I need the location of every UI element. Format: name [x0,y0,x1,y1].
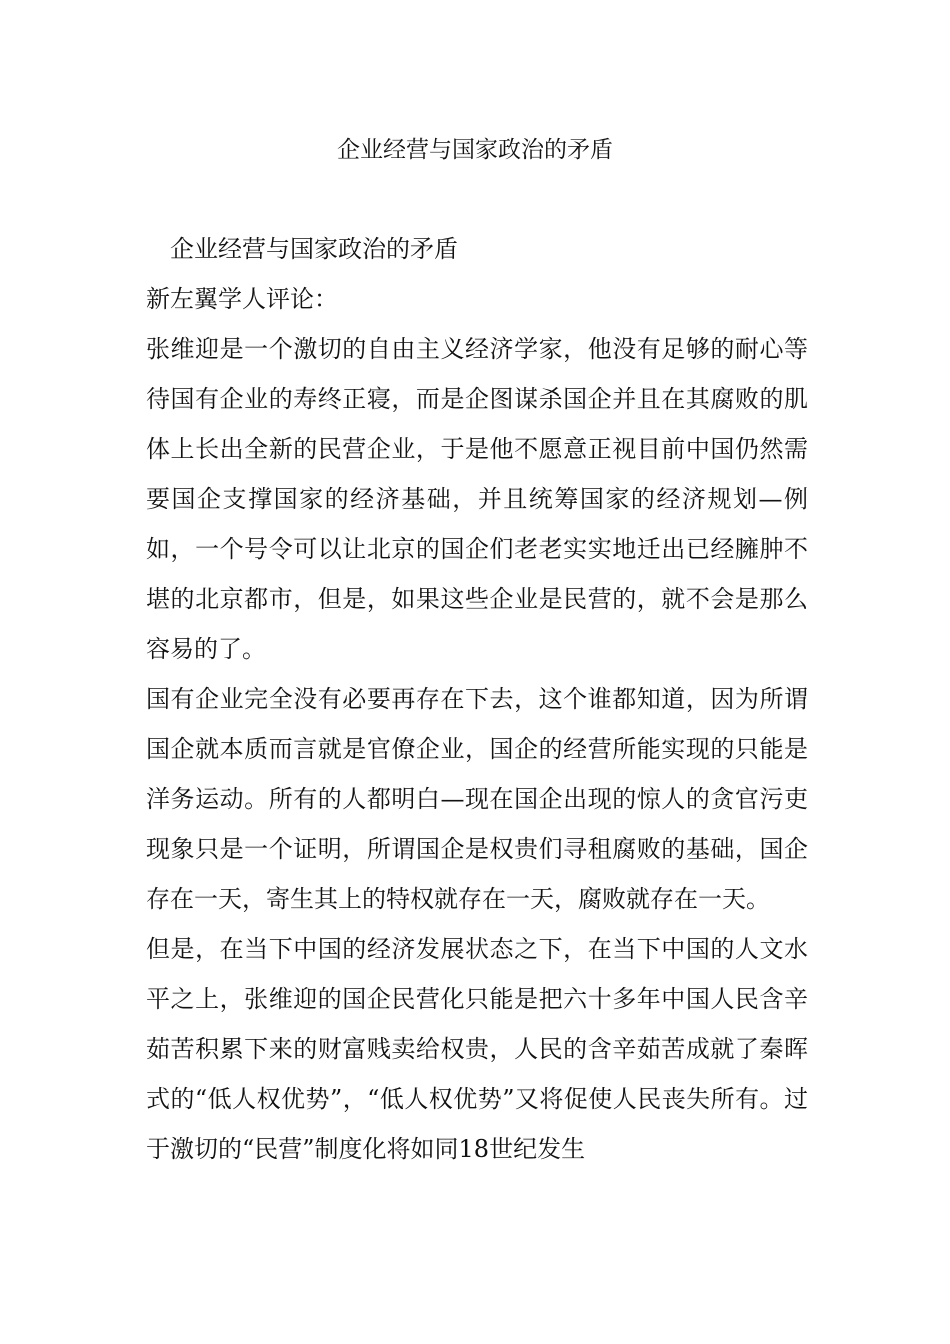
document-body [146,224,808,1174]
paragraph-1: 张维迎是一个激切的自由主义经济学家，他没有足够的耐心等待国有企业的寿终正寝，而是企图谋杀国企并且在其腐败的肌体上长出全新的民营企业，于是他不愿意正视目前中国仍然需要国企支撑国家的经济基础，并且统筹国家的经济规划—例如，一个号令可以让北京的国企们老老实实地迁出已经臃肿不堪的北京都市，但是，如果这些企业是民营的，就不会是那么容易的了。 [146,335,808,663]
paragraph-3: 但是，在当下中国的经济发展状态之下，在当下中国的人文水平之上，张维迎的国企民营化只能是把六十多年中国人民含辛茹苦积累下来的财富贱卖给权贵，人民的含辛茹苦成就了秦晖式的“低人权优势”，“低人权优势”又将促使人民丧失所有。过于激切的“民营”制度化将如同18世纪发生 [146,935,808,1163]
paragraph-2: 国有企业完全没有必要再存在下去，这个谁都知道，因为所谓国企就本质而言就是官僚企业，国企的经营所能实现的只能是洋务运动。所有的人都明白—现在国企出现的惊人的贪官污吏现象只是一个证明，所谓国企是权贵们寻租腐败的基础，国企存在一天，寄生其上的特权就存在一天，腐败就存在一天。 [146,685,808,913]
article-byline: 新左翼学人评论： [146,285,338,313]
document-title: 企业经营与国家政治的矛盾 [337,137,613,163]
article-subtitle: 企业经营与国家政治的矛盾 [170,235,458,263]
